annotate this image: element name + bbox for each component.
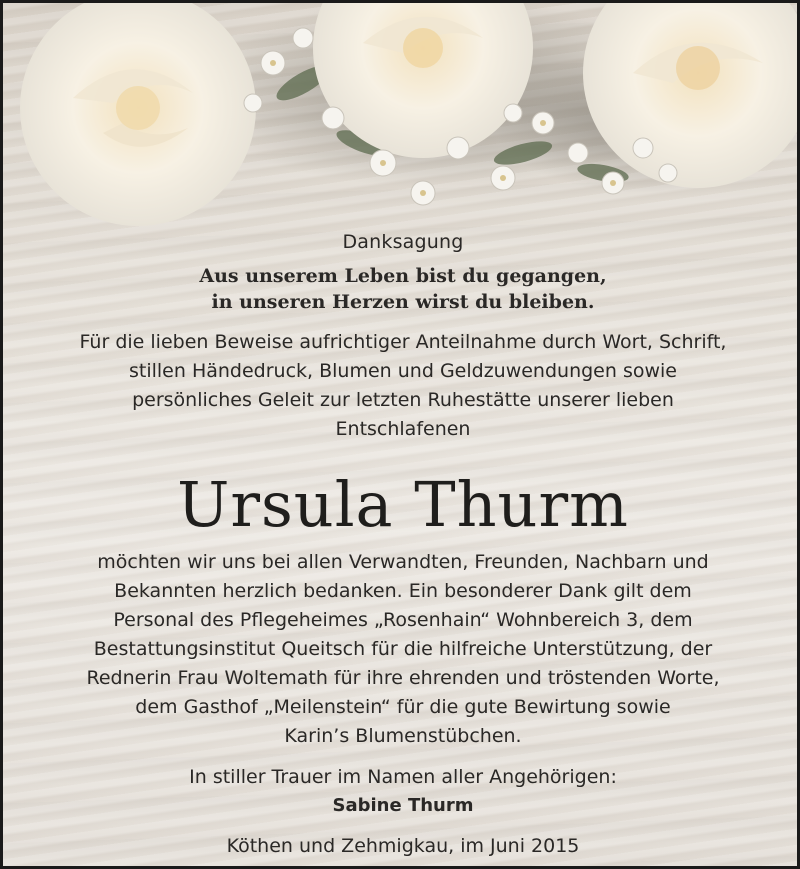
- intro-line: stillen Händedruck, Blumen und Geldzuwendungen sowie: [129, 360, 677, 382]
- thanks-paragraph: [3, 548, 800, 751]
- notice-text: [3, 225, 800, 861]
- intro-line: persönliches Geleit zur letzten Ruhestätte unserer lieben: [132, 389, 674, 411]
- signer-name: Sabine Thurm: [332, 795, 474, 816]
- motto-line: in unseren Herzen wirst du bleiben.: [211, 291, 595, 313]
- motto: [3, 263, 800, 315]
- thanks-line: möchten wir uns bei allen Verwandten, Freunden, Nachbarn und: [97, 551, 709, 573]
- thanks-line: Karin’s Blumenstübchen.: [284, 725, 522, 747]
- white-roses-decoration: [3, 3, 800, 233]
- motto-line: Aus unserem Leben bist du gegangen,: [199, 265, 607, 287]
- intro-paragraph: [3, 328, 800, 444]
- place-and-date: Köthen und Zehmigkau, im Juni 2015: [226, 835, 580, 857]
- intro-line: Für die lieben Beweise aufrichtiger Anteilnahme durch Wort, Schrift,: [79, 331, 727, 353]
- closing-line: In stiller Trauer im Namen aller Angehörigen:: [189, 766, 617, 788]
- thanks-line: Personal des Pflegeheimes „Rosenhain“ Wohnbereich 3, dem: [113, 609, 693, 631]
- rose-left: [20, 3, 256, 226]
- thanks-line: Bestattungsinstitut Queitsch für die hilfreiche Unterstützung, der: [93, 638, 713, 660]
- deceased-name: Ursula Thurm: [177, 468, 629, 541]
- thanks-line: Bekannten herzlich bedanken. Ein besonderer Dank gilt dem: [114, 580, 692, 602]
- intro-line: Entschlafenen: [335, 418, 471, 440]
- thanks-line: dem Gasthof „Meilenstein“ für die gute Bewirtung sowie: [135, 696, 671, 718]
- notice-heading: Danksagung: [342, 231, 464, 253]
- thanks-line: Rednerin Frau Woltemath für ihre ehrenden und tröstenden Worte,: [86, 667, 720, 689]
